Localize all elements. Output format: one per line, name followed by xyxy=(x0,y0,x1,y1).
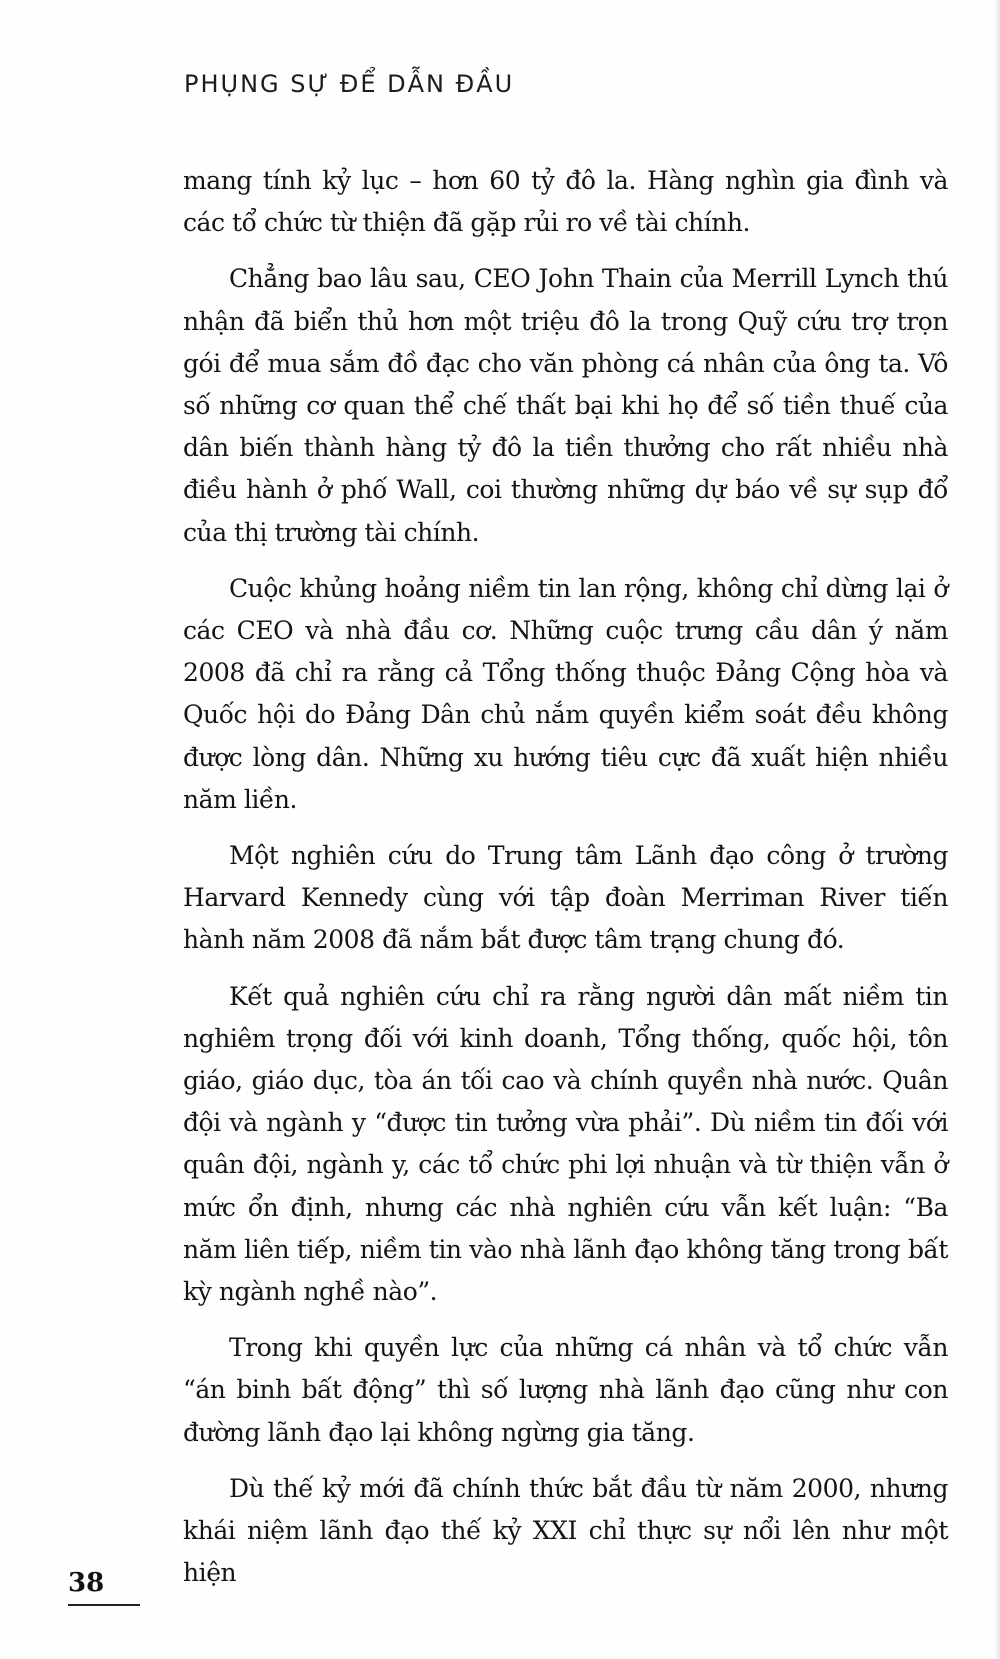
page-number: 38 xyxy=(68,1568,105,1598)
page-edge-shadow xyxy=(994,0,1000,1659)
paragraph: Một nghiên cứu do Trung tâm Lãnh đạo công ở trường Harvard Kennedy cùng với tập đoàn Merriman River tiến hành năm 2008 đã nắm bắt được tâm trạng chung đó. xyxy=(183,841,948,955)
paragraph: Trong khi quyền lực của những cá nhân và tổ chức vẫn “án binh bất động” thì số lượng nhà lãnh đạo cũng như con đường lãnh đạo lại không ngừng gia tăng. xyxy=(183,1333,948,1447)
paragraph: mang tính kỷ lục – hơn 60 tỷ đô la. Hàng nghìn gia đình và các tổ chức từ thiện đã gặp rủi ro về tài chính. xyxy=(183,166,948,238)
paragraph: Dù thế kỷ mới đã chính thức bắt đầu từ năm 2000, nhưng khái niệm lãnh đạo thế kỷ XXI chỉ thực sự nổi lên như một hiện xyxy=(183,1473,948,1588)
running-header: PHỤNG SỰ ĐỂ DẪN ĐẦU xyxy=(184,70,515,98)
body-text xyxy=(183,160,948,1595)
paragraph: Chẳng bao lâu sau, CEO John Thain của Merrill Lynch thú nhận đã biển thủ hơn một triệu đô la trong Quỹ cứu trợ trọn gói để mua sắm đồ đạc cho văn phòng cá nhân của ông ta. Vô số những cơ quan thể chế thất bại khi họ để số tiền thuế của dân biến thành hàng tỷ đô la tiền thưởng cho rất nhiều nhà điều hành ở phố Wall, coi thường những dự báo về sự sụp đổ của thị trường tài chính. xyxy=(183,264,948,547)
paragraph: Kết quả nghiên cứu chỉ ra rằng người dân mất niềm tin nghiêm trọng đối với kinh doanh, Tổng thống, quốc hội, tôn giáo, giáo dục, tòa án tối cao và chính quyền nhà nước. Quân đội và ngành y “được tin tưởng vừa phải”. Dù niềm tin đối với quân đội, ngành y, các tổ chức phi lợi nhuận và từ thiện vẫn ở mức ổn định, nhưng các nhà nghiên cứu vẫn kết luận: “Ba năm liên tiếp, niềm tin vào nhà lãnh đạo không tăng trong bất kỳ ngành nghề nào”. xyxy=(183,981,948,1307)
paragraph: Cuộc khủng hoảng niềm tin lan rộng, không chỉ dừng lại ở các CEO và nhà đầu cơ. Những cuộc trưng cầu dân ý năm 2008 đã chỉ ra rằng cả Tổng thống thuộc Đảng Cộng hòa và Quốc hội do Đảng Dân chủ nắm quyền kiểm soát đều không được lòng dân. Những xu hướng tiêu cực đã xuất hiện nhiều năm liền. xyxy=(183,573,948,814)
page-number-rule xyxy=(68,1604,140,1606)
